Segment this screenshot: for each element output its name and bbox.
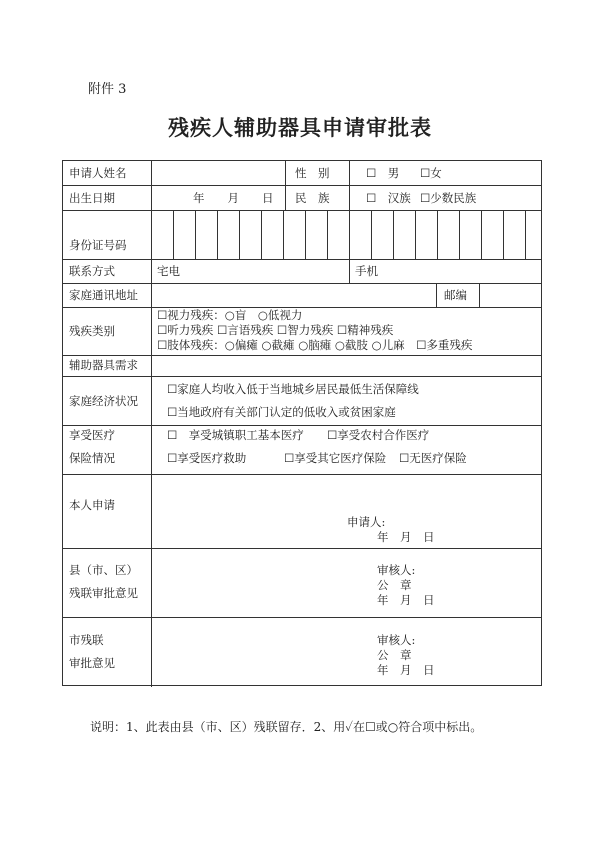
row-divider [63, 210, 541, 211]
id-digit-box[interactable] [371, 210, 372, 259]
medical-insurance-label-2: 保险情况 [69, 451, 115, 465]
contact-label: 联系方式 [69, 264, 115, 278]
instructions-note: 说明：1、此表由县（市、区）残联留存．2、用✓在☐或○符合项中标出。 [90, 720, 483, 734]
city-seal-field: 公 章 [377, 648, 412, 662]
attachment-label: 附件 3 [88, 82, 127, 97]
medical-none-option[interactable]: ☐无医疗保险 [399, 451, 467, 465]
id-digit-box[interactable] [305, 210, 306, 259]
economy-low-income-option[interactable]: ☐家庭人均收入低于当地城乡居民最低生活保障线 [167, 382, 419, 396]
row-divider [63, 259, 541, 260]
id-digit-box[interactable] [437, 210, 438, 259]
disability-physical-options[interactable]: ☐肢体残疾：○偏瘫 ○截瘫 ○脑瘫 ○截肢 ○儿麻 ☐多重残疾 [157, 338, 473, 352]
medical-assistance-option[interactable]: ☐享受医疗救助 [167, 451, 247, 465]
county-approval-label-2: 残联审批意见 [69, 586, 138, 600]
medical-insurance-label: 享受医疗 [69, 428, 115, 442]
id-digit-box[interactable] [327, 210, 328, 259]
address-label: 家庭通讯地址 [69, 288, 138, 302]
row-divider [63, 283, 541, 284]
row-divider [63, 376, 541, 377]
id-digit-box[interactable] [283, 210, 284, 259]
id-digit-box[interactable] [173, 210, 174, 259]
self-application-label: 本人申请 [69, 498, 115, 512]
disability-hearing-speech-options[interactable]: ☐听力残疾 ☐言语残疾 ☐智力残疾 ☐精神残疾 [157, 323, 394, 337]
id-digit-box[interactable] [239, 210, 240, 259]
row-divider [63, 617, 541, 618]
applicant-signature-field[interactable]: 申请人: [347, 515, 386, 529]
county-reviewer-field[interactable]: 审核人: [377, 563, 416, 577]
gender-female-checkbox[interactable]: ☐女 [420, 166, 442, 180]
home-phone-field[interactable]: 宅电 [157, 264, 180, 278]
application-form-table [62, 160, 542, 686]
city-approval-label: 市残联 [69, 633, 104, 647]
city-reviewer-field[interactable]: 审核人: [377, 633, 416, 647]
gender-male-checkbox[interactable]: ☐ 男 [366, 166, 400, 180]
row-divider [63, 474, 541, 475]
device-needs-label: 辅助器具需求 [69, 358, 138, 372]
id-digit-box[interactable] [459, 210, 460, 259]
mobile-field[interactable]: 手机 [355, 264, 378, 278]
ethnicity-label: 民 族 [295, 191, 330, 205]
row-divider [63, 355, 541, 356]
id-digit-box[interactable] [481, 210, 482, 259]
medical-other-insurance-option[interactable]: ☐享受其它医疗保险 [284, 451, 387, 465]
ethnicity-han-checkbox[interactable]: ☐ 汉族 [366, 191, 411, 205]
disability-category-label: 残疾类别 [69, 324, 115, 338]
applicant-name-label: 申请人姓名 [69, 166, 127, 180]
id-digit-box[interactable] [415, 210, 416, 259]
col-divider [479, 283, 480, 307]
id-digit-box[interactable] [393, 210, 394, 259]
label-column-divider [151, 161, 152, 687]
county-date-field[interactable]: 年 月 日 [377, 593, 435, 607]
col-divider [349, 259, 350, 283]
form-title: 残疾人辅助器具申请审批表 [168, 115, 432, 140]
disability-visual-options[interactable]: ☐视力残疾：○盲 ○低视力 [157, 308, 303, 322]
birth-date-label: 出生日期 [69, 191, 115, 205]
id-digit-box[interactable] [217, 210, 218, 259]
county-seal-field: 公 章 [377, 578, 412, 592]
row-divider [63, 548, 541, 549]
col-divider [349, 161, 350, 210]
id-digit-box[interactable] [261, 210, 262, 259]
id-digit-box[interactable] [349, 210, 350, 259]
id-digit-box[interactable] [525, 210, 526, 259]
applicant-date-field[interactable]: 年 月 日 [377, 530, 435, 544]
id-digit-box[interactable] [503, 210, 504, 259]
economic-status-label: 家庭经济状况 [69, 394, 138, 408]
city-date-field[interactable]: 年 月 日 [377, 663, 435, 677]
row-divider [63, 185, 541, 186]
col-divider [285, 161, 286, 210]
city-approval-label-2: 审批意见 [69, 656, 115, 670]
medical-urban-employee-option[interactable]: ☐ 享受城镇职工基本医疗 [167, 428, 304, 442]
id-number-label: 身份证号码 [69, 238, 127, 252]
economy-poverty-option[interactable]: ☐当地政府有关部门认定的低收入或贫困家庭 [167, 405, 396, 419]
medical-rural-coop-option[interactable]: ☐享受农村合作医疗 [327, 428, 430, 442]
gender-label: 性 别 [295, 166, 330, 180]
id-digit-box[interactable] [195, 210, 196, 259]
county-approval-label: 县（市、区） [69, 563, 138, 577]
row-divider [63, 425, 541, 426]
postcode-label: 邮编 [444, 288, 467, 302]
ethnicity-minority-checkbox[interactable]: ☐少数民族 [420, 191, 477, 205]
col-divider [436, 283, 437, 307]
birth-date-field[interactable]: 年 月 日 [193, 191, 274, 205]
